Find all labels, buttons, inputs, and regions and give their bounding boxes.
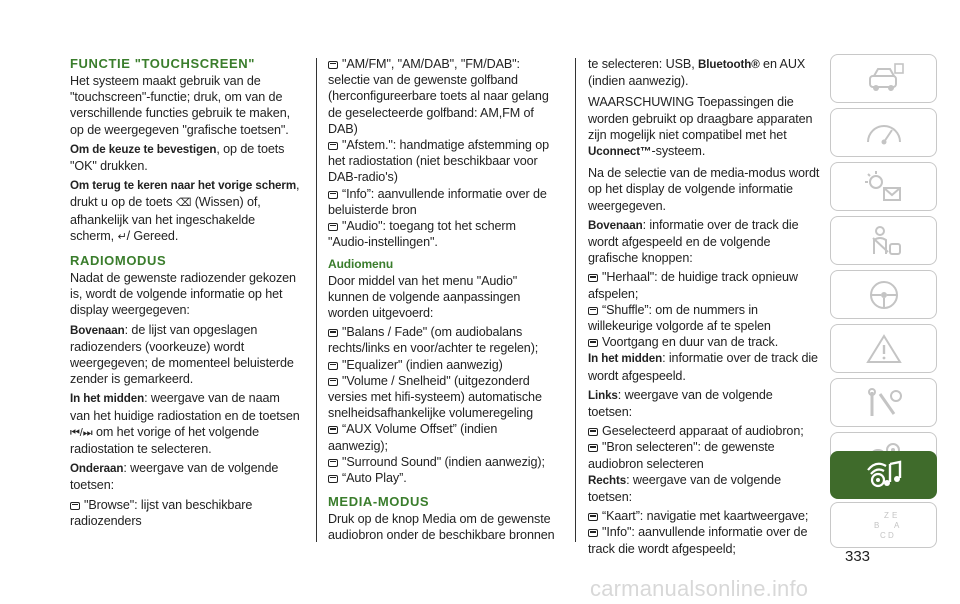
bullet-icon [328, 329, 338, 337]
page-number: 333 [845, 548, 871, 565]
para-confirm: Om de keuze te bevestigen, op de toets "OK" drukken. [70, 141, 285, 174]
index-letter-d: D [887, 531, 894, 540]
para-touchscreen: Het systeem maakt gebruik van de "touchscreen"-functie; druk, om van de verschillende functies gebruik te maken, op de weergegeven "grafische toetsen". [70, 74, 291, 137]
bullet-icon [328, 142, 338, 150]
list-item: "Browse": lijst van beschikbare radiozenders [70, 497, 253, 528]
bullet-icon [328, 223, 338, 231]
bullet-icon [588, 339, 598, 347]
para-warning: WAARSCHUWING Toepassingen die worden gebruikt op draagbare apparaten zijn mogelijk niet compatibel met het Uconnect™-systeem. [588, 95, 813, 159]
car-info-icon [864, 62, 904, 96]
column-divider [575, 58, 576, 542]
heading-media: MEDIA-MODUS [328, 494, 430, 510]
para-media-info: Na de selectie van de media-modus wordt op het display de volgende informatie weergegeven. [588, 166, 820, 213]
heading-touchscreen: FUNCTIE "TOUCHSCREEN" [70, 56, 256, 71]
list-item: "AM/FM", "AM/DAB", "FM/DAB": selectie van de gewenste golfband (herconfigureerbare toets al naar gelang de geselecteerde golfband: AM,FM of DAB) [328, 57, 549, 136]
list-item: "Bron selecteren": de gewenste audiobron selecteren [588, 440, 775, 471]
tab-maintenance[interactable] [830, 378, 937, 427]
warning-triangle-icon [864, 332, 904, 366]
para-back: Om terug te keren naar het vorige scherm, drukt u op de toets ⌫ (Wissen) of, afhankelijk van het ingeschakelde scherm, ↵/ Gereed. [70, 178, 300, 243]
column-middle [328, 56, 558, 547]
list-item: “Shuffle”: om de nummers in willekeurige volgorde af te spelen [588, 302, 771, 334]
tab-emergency[interactable] [830, 324, 937, 373]
para-links: Links: weergave van de volgende toetsen: [588, 387, 773, 420]
clear-icon: ⌫ [175, 197, 192, 210]
index-letter-c: C [879, 531, 886, 540]
tab-lights[interactable] [830, 162, 937, 211]
bullet-icon [328, 378, 338, 386]
list-item: "Volume / Snelheid" (uitgezonderd versies met hifi-systeem) automatische snelheidsafhankelijke volumeregeling [328, 373, 542, 421]
index-letter-e: E [891, 511, 897, 520]
bullet-icon [588, 428, 598, 436]
bullet-icon [588, 274, 598, 282]
index-letter-z: Z [883, 511, 889, 520]
para-onder: Onderaan: weergave van de volgende toetsen: [70, 461, 279, 493]
para-media: Druk op de knop Media om de gewenste audiobron onder de beschikbare bronnen [328, 512, 555, 543]
bullet-icon [588, 444, 598, 452]
bullet-icon [328, 459, 338, 467]
heading-audiomenu: Audiomenu [328, 257, 394, 272]
watermark-url[interactable]: carmanualsonline.info [590, 576, 809, 601]
list-item: "Audio": toegang tot het scherm "Audio-instellingen". [328, 219, 516, 250]
lights-envelope-icon [864, 170, 904, 204]
para-midden: In het midden: weergave van de naam van het huidige radiostation en de toetsen ⏮/⏭ om het vorige of het volgende radiostation te selecteren. [70, 391, 300, 457]
dashboard-icon [864, 116, 904, 150]
list-item: "Herhaal": de huidige track opnieuw afspelen; [588, 270, 798, 301]
list-item: “AUX Volume Offset” (indien aanwezig); [328, 422, 498, 453]
bullet-icon [328, 61, 338, 69]
prev-next-icon: ⏮/⏭ [70, 426, 93, 439]
index-letter-a: A [893, 521, 899, 530]
tab-driving[interactable] [830, 270, 937, 319]
list-item: "Info": aanvullende informatie over de track die wordt afgespeeld; [588, 525, 808, 556]
para-sources: te selecteren: USB, Bluetooth® en AUX (indien aanwezig). [588, 57, 806, 89]
bullet-icon [328, 426, 338, 434]
list-item: Geselecteerd apparaat of audiobron; [588, 423, 820, 439]
bullet-icon [70, 502, 80, 510]
list-item: "Equalizer" (indien aanwezig) [328, 357, 558, 373]
column-divider [316, 58, 317, 542]
bullet-icon [588, 307, 598, 315]
para-boven: Bovenaan: informatie over de track die wordt afgespeeld en de volgende grafische knoppen: [588, 217, 799, 266]
tab-index[interactable] [830, 502, 937, 548]
para-audiomenu: Door middel van het menu "Audio" kunnen de volgende aanpassingen worden uitgevoerd: [328, 273, 521, 321]
heading-radio: RADIOMODUS [70, 253, 167, 269]
list-item: “Auto Play”. [328, 470, 558, 486]
multimedia-icon [864, 458, 904, 492]
bullet-icon [588, 513, 598, 521]
tab-dashboard[interactable] [830, 108, 937, 157]
list-item: Voortgang en duur van de track. [588, 334, 820, 350]
tools-icon [864, 386, 904, 420]
column-right [588, 56, 820, 557]
para-boven: Bovenaan: de lijst van opgeslagen radiozenders (voorkeuze) wordt weergegeven; de momenteel beluisterde zender is gemarkeerd. [70, 322, 294, 387]
list-item: "Afstem.": handmatige afstemming op het radiostation (niet beschikbaar voor DAB-radio's) [328, 138, 550, 185]
para-rechts: Rechts: weergave van de volgende toetsen: [588, 472, 781, 505]
para-radio: Nadat de gewenste radiozender gekozen is, wordt de volgende informatie op het display weergegeven: [70, 271, 296, 318]
column-left [70, 56, 302, 529]
list-item: "Balans / Fade" (om audiobalans rechts/links en voor/achter te regelen); [328, 325, 539, 356]
alphabet-index-icon [864, 508, 904, 542]
bullet-icon [328, 475, 338, 483]
tab-safety[interactable] [830, 216, 937, 265]
list-item: “Info”: aanvullende informatie over de beluisterde bron [328, 186, 547, 217]
para-midden: In het midden: informatie over de track die wordt afgespeeld. [588, 351, 818, 383]
bullet-icon [588, 529, 598, 537]
steering-wheel-icon [864, 278, 904, 312]
bullet-icon [328, 191, 338, 199]
list-item: “Kaart”: navigatie met kaartweergave; [588, 508, 820, 524]
bullet-icon [328, 362, 338, 370]
tab-multimedia[interactable] [830, 451, 937, 499]
back-arrow-icon: ↵ [117, 230, 127, 243]
seatbelt-icon [864, 224, 904, 258]
tab-vehicle[interactable] [830, 54, 937, 103]
list-item: "Surround Sound" (indien aanwezig); [328, 454, 558, 470]
index-letter-b: B [873, 521, 879, 530]
